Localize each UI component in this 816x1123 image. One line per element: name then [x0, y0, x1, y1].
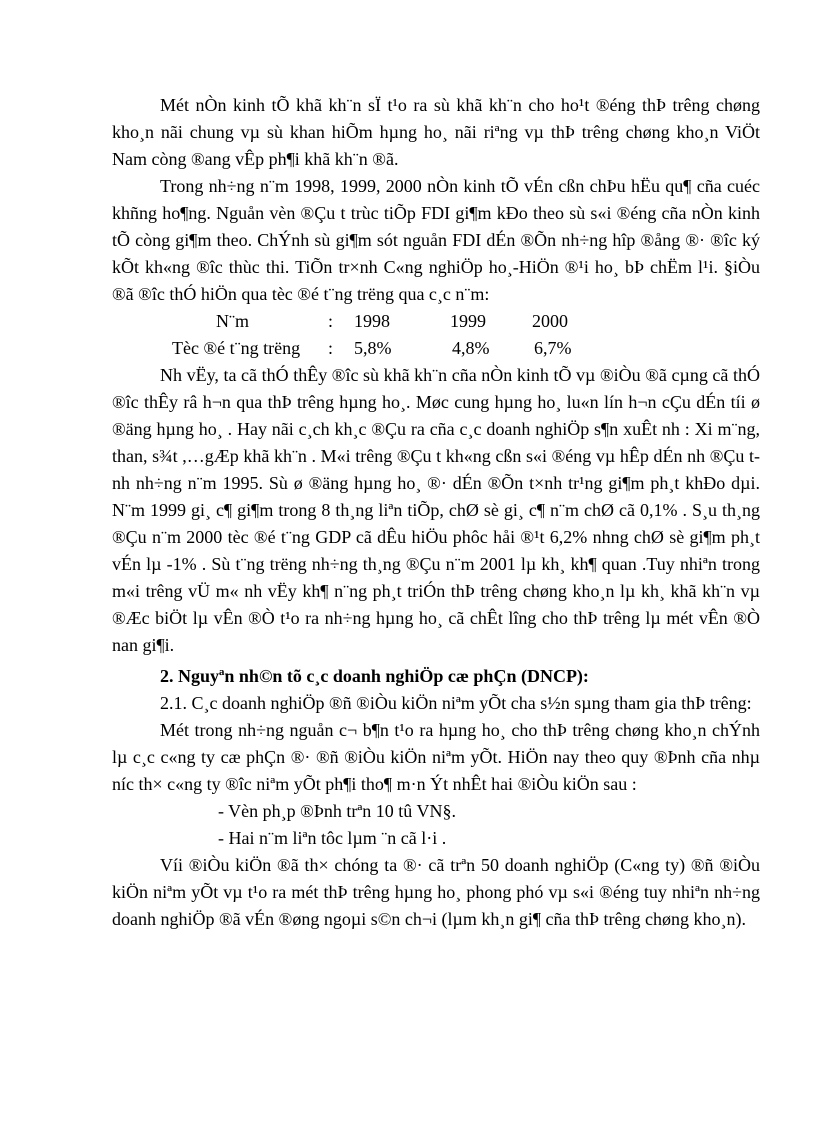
document-page	[112, 92, 760, 933]
section-heading-2: 2. Nguyªn nh©n tõ c¸c doanh nghiÖp cæ phÇn (DNCP):	[160, 666, 589, 686]
bullet-legal-capital: - Vèn ph¸p ®Þnh trªn 10 tû VN§.	[218, 801, 456, 821]
colon: :	[328, 338, 334, 358]
colon: :	[328, 311, 334, 331]
year-1998: 1998	[354, 311, 390, 331]
paragraph-crisis-years: Trong nh÷ng n¨m 1998, 1999, 2000 nÒn kinh tÕ vÉn cßn chÞu hËu qu¶ cña cuéc khñng ho¶ng. Nguån vèn ®Çu t trùc tiÕp FDI gi¶m kÐo theo sù s«i ®éng cña nÒn kinh tÕ còng gi¶m theo. ChÝnh sù gi¶m sót nguån FDI dÉn ®Õn nh÷ng hîp ®ång ®· ®îc ký kÕt kh«ng ®îc thùc thi. TiÕn tr×nh C«ng nghiÖp ho¸-HiÖn ®¹i ho¸ bÞ chËm l¹i. §iÒu ®ã ®îc thÓ hiÖn qua tèc ®é t¨ng trëng qua c¸c n¨m:	[112, 176, 760, 304]
paragraph-economy-difficulty: Mét nÒn kinh tÕ khã kh¨n sÏ t¹o ra sù khã kh¨n cho ho¹t ®éng thÞ trêng chøng kho¸n nãi chung vµ sù khan hiÕm hµng ho¸ nãi riªng vµ thÞ trêng chøng kho¸n ViÖt Nam còng ®ang vÊp ph¶i khã kh¨n ®ã.	[112, 95, 760, 169]
paragraph-goods-market: Nh vËy, ta cã thÓ thÊy ®îc sù khã kh¨n cña nÒn kinh tÕ vµ ®iÒu ®ã cµng cã thÓ ®îc thÊy râ h¬n qua thÞ trêng hµng ho¸. Møc cung hµng ho¸ lu«n lín h¬n cÇu dÉn tíi ø ®äng hµng ho¸ . Hay nãi c¸ch kh¸c ®Çu ra cña c¸c doanh nghiÖp s¶n xuÊt nh : Xi m¨ng, than, s¾t ,…gÆp khã kh¨n . M«i trêng ®Çu t kh«ng cßn s«i ®éng vµ hÊp dÉn nh ®Çu t nh nh÷ng n¨m 1995. Sù ø ®äng hµng ho¸ ®· dÉn ®Õn t×nh tr¹ng gi¶m ph¸t khÐo dµi. N¨m 1999 gi¸ c¶ gi¶m trong 8 th¸ng liªn tiÕp, chØ sè gi¸ c¶ n¨m chØ cã 0,1% . S¸u th¸ng ®Çu n¨m 2000 tèc ®é t¨ng GDP cã dÊu hiÖu phôc håi ®¹t 6,2% nhng chØ sè gi¶m ph¸t vÉn lµ -1% . Sù t¨ng trëng nh÷ng th¸ng ®Çu n¨m 2001 lµ kh¸ kh¶ quan .Tuy nhiªn trong m«i trêng vÜ m« nh vËy kh¶ n¨ng ph¸t triÓn thÞ trêng chøng kho¸n lµ kh¸ khã kh¨n vµ ®Æc biÖt lµ vÊn ®Ò t¹o ra nh÷ng hµng ho¸ cã chÊt lîng cho thÞ trêng lµ mét vÊn ®Ò nan gi¶i.	[112, 365, 760, 655]
bullet-profit-years: - Hai n¨m liªn tôc lµm ¨n cã l·i .	[218, 828, 447, 848]
growth-1999: 4,8%	[452, 338, 490, 358]
growth-table-header	[112, 308, 760, 335]
growth-2000: 6,7%	[534, 338, 572, 358]
year-label: N¨m	[216, 311, 249, 331]
paragraph-enterprises: Víi ®iÒu kiÖn ®ã th× chóng ta ®· cã trªn 50 doanh nghiÖp (C«ng ty) ®ñ ®iÒu kiÖn niªm yÕt vµ t¹o ra mét thÞ trêng hµng ho¸ phong phó vµ s«i ®éng tuy nhiªn nh÷ng doanh nghiÖp ®ã vÉn ®øng ngoµi s©n ch¬i (lµm kh¸n gi¶ cña thÞ trêng chøng kho¸n).	[112, 855, 760, 929]
growth-1998: 5,8%	[354, 338, 392, 358]
year-2000: 2000	[532, 311, 568, 331]
growth-table-row	[112, 335, 760, 362]
subsection-heading-2-1: 2.1. C¸c doanh nghiÖp ®ñ ®iÒu kiÖn niªm yÕt cha s½n sµng tham gia thÞ trêng:	[160, 693, 752, 713]
year-1999: 1999	[450, 311, 486, 331]
growth-rate-label: Tèc ®é t¨ng trëng	[172, 338, 301, 358]
paragraph-listing-conditions: Mét trong nh÷ng nguån c¬ b¶n t¹o ra hµng ho¸ cho thÞ trêng chøng kho¸n chÝnh lµ c¸c c«ng ty cæ phÇn ®· ®ñ ®iÒu kiÖn niªm yÕt. HiÖn nay theo quy ®Þnh cña nhµ níc th× c«ng ty ®îc niªm yÕt ph¶i tho¶ m·n Ýt nhÊt hai ®iÒu kiÖn sau :	[112, 720, 760, 794]
